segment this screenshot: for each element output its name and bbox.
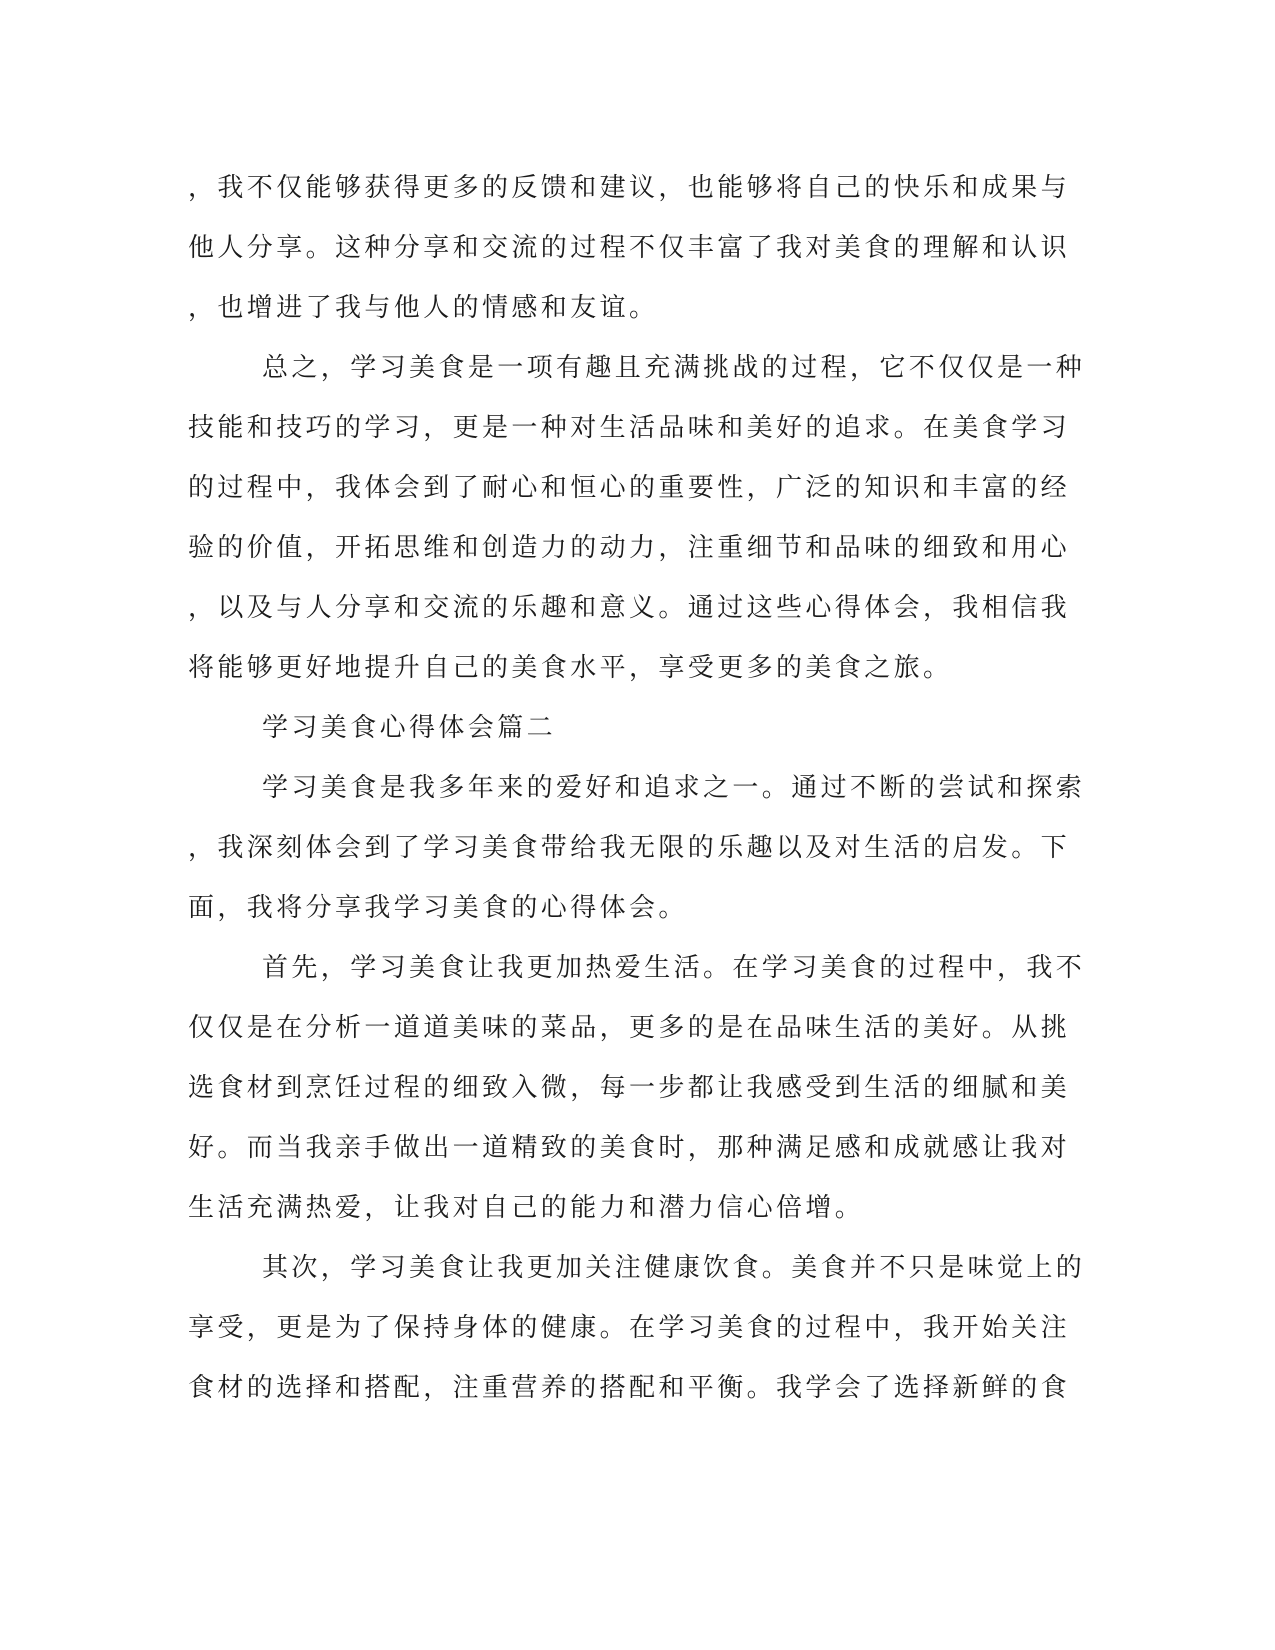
text-line: 好。而当我亲手做出一道精致的美食时，那种满足感和成就感让我对	[188, 1133, 1071, 1163]
text-line: 他人分享。这种分享和交流的过程不仅丰富了我对美食的理解和认识	[188, 233, 1071, 263]
text-line: 面，我将分享我学习美食的心得体会。	[188, 893, 688, 923]
text-line: ，我不仅能够获得更多的反馈和建议，也能够将自己的快乐和成果与	[188, 173, 1071, 203]
section-heading: 学习美食心得体会篇二	[262, 713, 557, 743]
text-line: 验的价值，开拓思维和创造力的动力，注重细节和品味的细致和用心	[188, 533, 1071, 563]
text-line: 享受，更是为了保持身体的健康。在学习美食的过程中，我开始关注	[188, 1313, 1071, 1343]
text-line: 的过程中，我体会到了耐心和恒心的重要性，广泛的知识和丰富的经	[188, 473, 1071, 503]
text-line: 技能和技巧的学习，更是一种对生活品味和美好的追求。在美食学习	[188, 413, 1071, 443]
text-line: 首先，学习美食让我更加热爱生活。在学习美食的过程中，我不	[262, 953, 1086, 983]
text-line: 生活充满热爱，让我对自己的能力和潜力信心倍增。	[188, 1193, 865, 1223]
text-line: 食材的选择和搭配，注重营养的搭配和平衡。我学会了选择新鲜的食	[188, 1373, 1071, 1403]
text-line: 仅仅是在分析一道道美味的菜品，更多的是在品味生活的美好。从挑	[188, 1013, 1071, 1043]
text-line: 其次，学习美食让我更加关注健康饮食。美食并不只是味觉上的	[262, 1253, 1086, 1283]
text-line: ，也增进了我与他人的情感和友谊。	[188, 293, 659, 323]
text-line: ，以及与人分享和交流的乐趣和意义。通过这些心得体会，我相信我	[188, 593, 1071, 623]
text-line: 总之，学习美食是一项有趣且充满挑战的过程，它不仅仅是一种	[262, 353, 1086, 383]
text-line: 选食材到烹饪过程的细致入微，每一步都让我感受到生活的细腻和美	[188, 1073, 1071, 1103]
text-line: ，我深刻体会到了学习美食带给我无限的乐趣以及对生活的启发。下	[188, 833, 1071, 863]
text-line: 将能够更好地提升自己的美食水平，享受更多的美食之旅。	[188, 653, 953, 683]
text-line: 学习美食是我多年来的爱好和追求之一。通过不断的尝试和探索	[262, 773, 1086, 803]
